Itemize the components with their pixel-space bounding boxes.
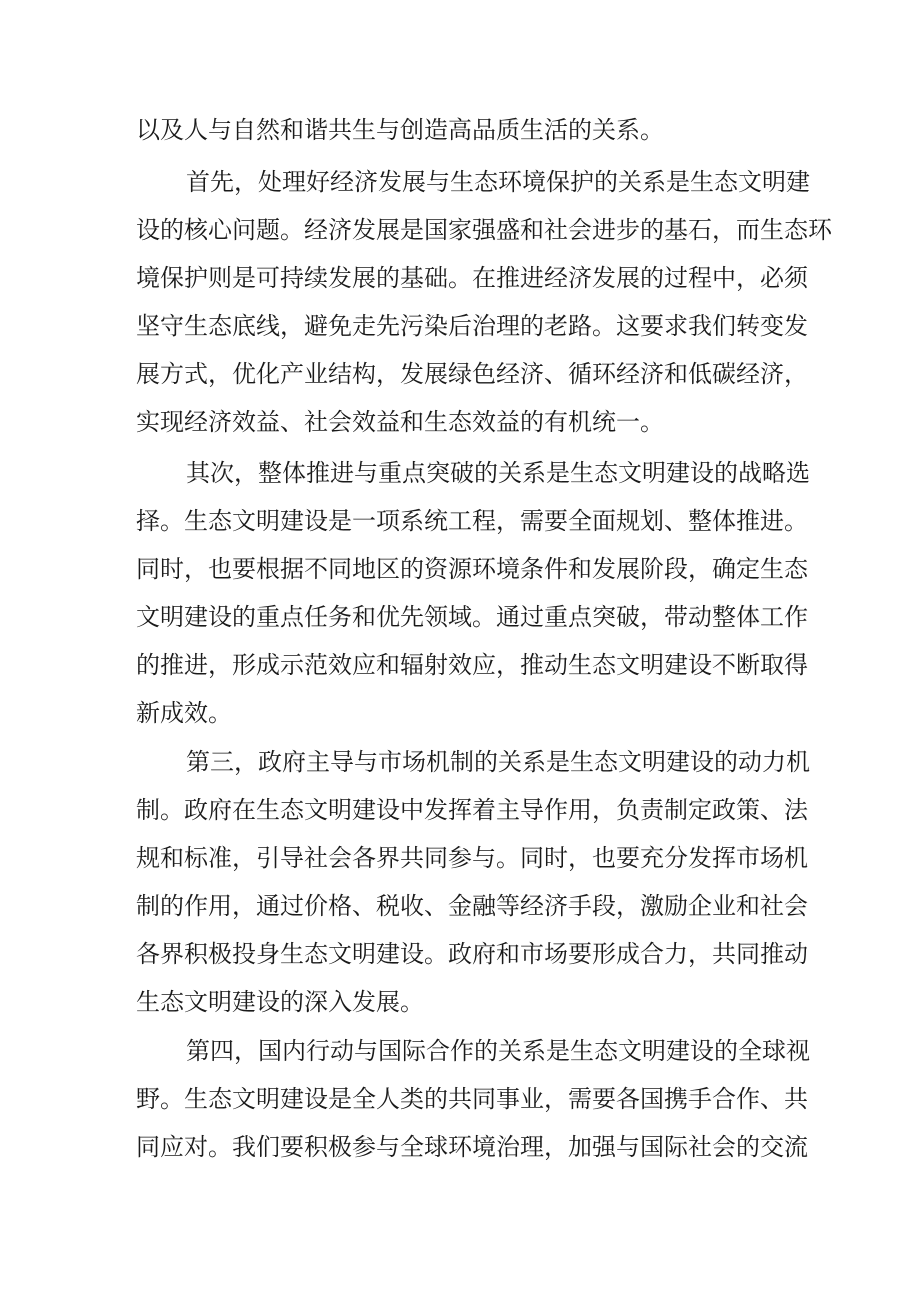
text-line: 实现经济效益、社会效益和生态效益的有机统一。	[136, 408, 664, 436]
text-line: 的推进，形成示范效应和辐射效应，推动生态文明建设不断取得	[136, 651, 808, 679]
text-line: 坚守生态底线，避免走先污染后治理的老路。这要求我们转变发	[136, 312, 808, 340]
text-line: 制。政府在生态文明建设中发挥着主导作用，负责制定政策、法	[136, 796, 808, 824]
text-line: 同应对。我们要积极参与全球环境治理，加强与国际社会的交流	[136, 1133, 808, 1161]
text-line: 新成效。	[136, 699, 232, 727]
text-line: 境保护则是可持续发展的基础。在推进经济发展的过程中，必须	[136, 264, 808, 292]
text-line: 同时，也要根据不同地区的资源环境条件和发展阶段，确定生态	[136, 555, 808, 583]
text-line: 以及人与自然和谐共生与创造高品质生活的关系。	[136, 116, 664, 144]
text-line: 择。生态文明建设是一项系统工程，需要全面规划、整体推进。	[136, 507, 808, 535]
text-line: 其次，整体推进与重点突破的关系是生态文明建设的战略选	[186, 459, 810, 487]
text-line: 规和标准，引导社会各界共同参与。同时，也要充分发挥市场机	[136, 844, 808, 872]
text-line: 第四，国内行动与国际合作的关系是生态文明建设的全球视	[186, 1037, 810, 1065]
text-line: 生态文明建设的深入发展。	[136, 988, 424, 1016]
text-line: 各界积极投身生态文明建设。政府和市场要形成合力，共同推动	[136, 940, 808, 968]
text-line: 设的核心问题。经济发展是国家强盛和社会进步的基石，而生态环	[136, 216, 832, 244]
text-line: 野。生态文明建设是全人类的共同事业，需要各国携手合作、共	[136, 1085, 808, 1113]
text-line: 制的作用，通过价格、税收、金融等经济手段，激励企业和社会	[136, 892, 808, 920]
text-line: 文明建设的重点任务和优先领域。通过重点突破，带动整体工作	[136, 603, 808, 631]
text-line: 首先，处理好经济发展与生态环境保护的关系是生态文明建	[186, 168, 810, 196]
text-line: 展方式，优化产业结构，发展绿色经济、循环经济和低碳经济，	[136, 360, 808, 388]
text-line: 第三，政府主导与市场机制的关系是生态文明建设的动力机	[186, 748, 810, 776]
